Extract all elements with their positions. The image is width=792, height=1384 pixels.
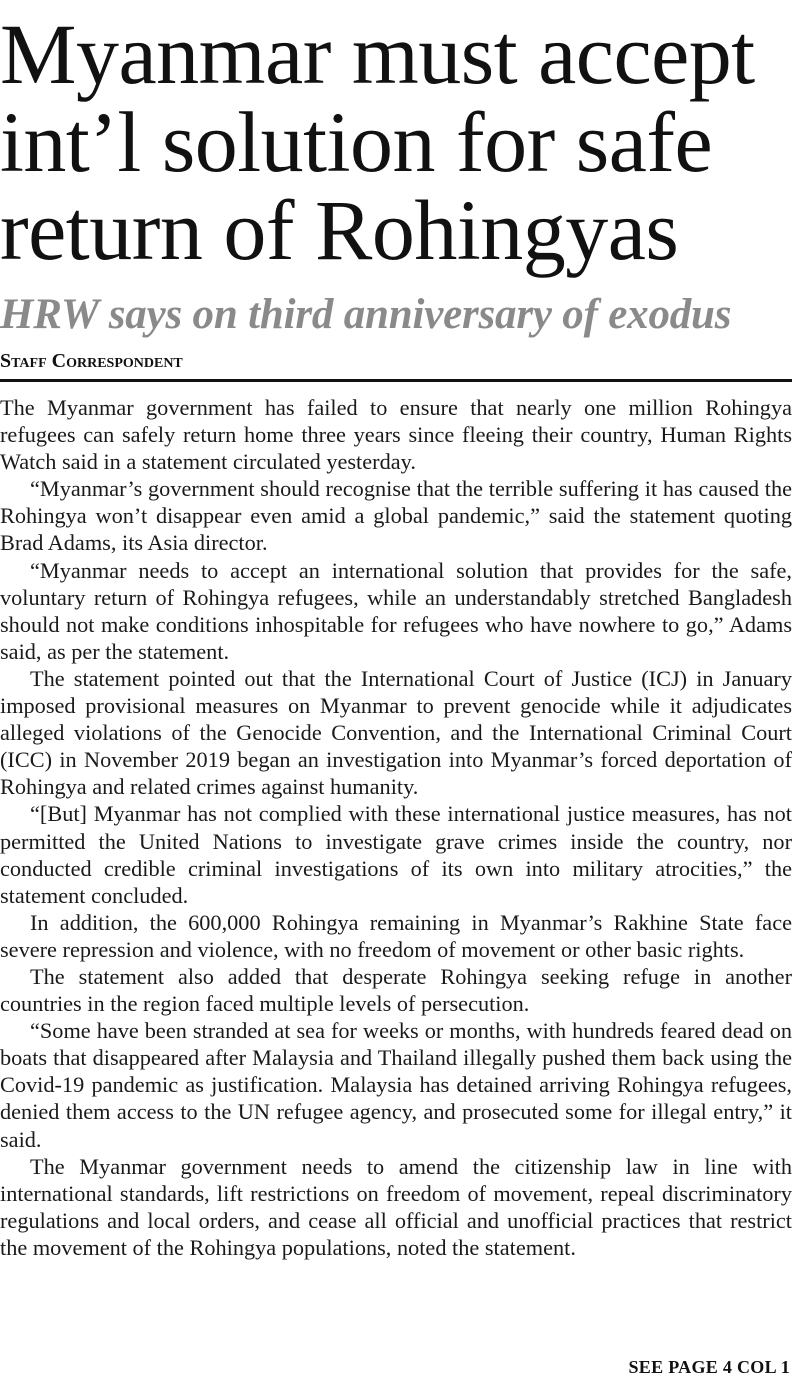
paragraph: The statement also added that desperate Rohingya seeking refuge in another countries in the region faced multiple levels of persecution. [0,963,792,1017]
headline-line-3: return of Rohingyas [0,182,679,278]
byline: Staff Correspondent [0,350,183,372]
paragraph: “Myanmar needs to accept an international solution that provides for the safe, voluntary return of Rohingya refugees, while an understandably stretched Bangladesh should not make conditions inhospitable for refugees who have nowhere to go,” Adams said, as per the statement. [0,557,792,664]
paragraph: “Some have been stranded at sea for weeks or months, with hundreds feared dead on boats that disappeared after Malaysia and Thailand illegally pushed them back using the Covid-19 pandemic as justification. Malaysia has detained arriving Rohingya refugees, denied them access to the UN refugee agency, and prosecuted some for illegal entry,” it said. [0,1018,792,1152]
paragraph: “[But] Myanmar has not complied with these international justice measures, has not permitted the United Nations to investigate grave crimes inside the country, nor conducted credible criminal investigations of its own into military atrocities,” the statement concluded. [0,801,792,908]
paragraph: The Myanmar government needs to amend the citizenship law in line with international standards, lift restrictions on freedom of movement, repeal discriminatory regulations and local orders, and cease all official and unofficial practices that restrict the movement of the Rohingya populations, noted the statement. [0,1153,792,1260]
headline [0,6,792,278]
paragraph: “Myanmar’s government should recognise that the terrible suffering it has caused the Rohingya won’t disappear even amid a global pandemic,” said the statement quoting Brad Adams, its Asia director. [0,476,792,556]
headline-line-2: int’l solution for safe [0,94,713,190]
paragraph: The Myanmar government has failed to ensure that nearly one million Rohingya refugees can safely return home three years since fleeing their country, Human Rights Watch said in a statement circulated yesterday. [0,395,792,475]
continued-on-link[interactable]: SEE PAGE 4 COL 1 [628,1357,790,1377]
byline-divider [0,379,792,382]
article-body [0,394,792,1261]
paragraph: In addition, the 600,000 Rohingya remaining in Myanmar’s Rakhine State face severe repression and violence, with no freedom of movement or other basic rights. [0,909,792,962]
paragraph: The statement pointed out that the International Court of Justice (ICJ) in January imposed provisional measures on Myanmar to prevent genocide while it adjudicates alleged violations of the Genocide Convention, and the International Criminal Court (ICC) in November 2019 began an investigation into Myanmar’s forced deportation of Rohingya and related crimes against humanity. [0,665,792,800]
headline-line-1: Myanmar must accept [0,6,755,102]
subheadline: HRW says on third anniversary of exodus [0,291,732,338]
